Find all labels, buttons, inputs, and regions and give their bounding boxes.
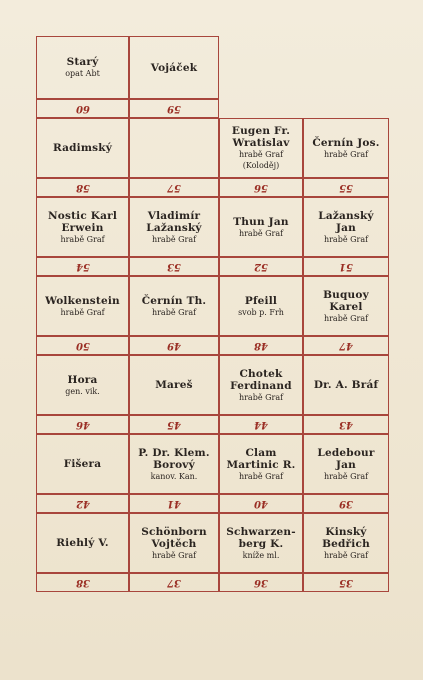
seat-number-text: 41: [167, 498, 181, 509]
seat-name: Nostic Karl: [47, 209, 118, 222]
seat-cell: [303, 355, 389, 415]
seat-title: hrabě Graf: [60, 234, 105, 244]
seat-cell: [219, 355, 303, 415]
seat-title: hrabě Graf: [60, 307, 105, 317]
seat-number: [303, 336, 389, 355]
seat-name: Starý: [66, 56, 99, 68]
seat-number: [36, 99, 129, 118]
seat-number: [36, 257, 129, 276]
seat-cell: [36, 197, 129, 257]
seat-title: svob p. Frh: [238, 307, 284, 317]
seat-name: Černín Jos.: [312, 136, 380, 149]
seat-number: [303, 415, 389, 434]
seat-number: [303, 573, 389, 592]
seat-number-text: 49: [167, 340, 181, 351]
seat-cell: [129, 276, 219, 336]
seat-number: [36, 415, 129, 434]
seat-number: [129, 178, 219, 197]
seat-title: hrabě Graf: [323, 550, 369, 560]
seat-cell: [129, 197, 219, 257]
seat-number-text: 51: [339, 261, 353, 272]
seat-title: hrabě Graf: [323, 471, 369, 481]
seat-cell: [129, 513, 219, 573]
seating-chart: [36, 36, 391, 640]
seat-number: [303, 178, 389, 197]
seat-number-text: 40: [254, 498, 268, 509]
seat-number: [129, 257, 219, 276]
seat-name: Schönborn: [141, 525, 207, 538]
seat-cell: [303, 276, 389, 336]
seat-number: [219, 494, 303, 513]
seat-title: hrabě Graf: [238, 392, 284, 402]
seat-cell: [303, 197, 389, 257]
seat-name: Kinský: [325, 525, 367, 538]
seat-name: Wratislav: [232, 137, 290, 149]
seat-title: opat Abt: [65, 69, 100, 78]
seat-cell: [36, 276, 129, 336]
seat-title: kanov. Kan.: [150, 471, 198, 481]
seat-name: Vojáček: [150, 61, 198, 74]
seat-name: Borový: [153, 458, 195, 471]
seat-cell: [219, 513, 303, 573]
seat-number: [303, 494, 389, 513]
seat-title: (Koloděj): [242, 161, 280, 170]
seat-number: [36, 178, 129, 197]
seat-name: Mareš: [155, 379, 193, 391]
seat-number-text: 38: [75, 577, 90, 588]
seat-number-text: 56: [254, 182, 268, 193]
seat-number-text: 43: [339, 419, 353, 430]
seat-number-text: 55: [339, 182, 353, 193]
seat-cell: [36, 434, 129, 494]
seat-number-text: 37: [167, 577, 181, 588]
seat-title: hrabě Graf: [238, 228, 284, 238]
seat-number-text: 57: [167, 182, 181, 193]
seat-title: kníže ml.: [242, 550, 280, 560]
seat-number: [219, 573, 303, 592]
seat-number-text: 35: [339, 577, 353, 588]
seat-number-text: 36: [254, 577, 268, 588]
seat-cell: [36, 355, 129, 415]
seat-name: Lažanský: [146, 221, 202, 234]
seat-name: Jan: [335, 458, 356, 471]
seat-cell: [303, 434, 389, 494]
seat-name: Černín Th.: [141, 294, 207, 307]
seat-cell: [303, 118, 389, 178]
seat-name: Lažanský: [318, 209, 374, 222]
seat-name: P. Dr. Klem.: [138, 446, 210, 459]
seat-title: hrabě Graf: [151, 234, 197, 244]
seat-name: Chotek: [239, 367, 283, 380]
seat-title: gen. vik.: [65, 386, 100, 396]
seat-number-text: 58: [75, 182, 90, 193]
seat-name: Martinic R.: [226, 458, 296, 471]
seat-number-text: 50: [75, 340, 90, 351]
seat-number: [36, 494, 129, 513]
seat-number: [129, 573, 219, 592]
seat-name: berg K.: [238, 537, 284, 550]
seat-number-text: 53: [167, 261, 181, 272]
seat-name: Eugen Fr.: [231, 125, 291, 137]
seat-number: [36, 573, 129, 592]
seat-number-text: 52: [254, 261, 268, 272]
seat-name: Wolkenstein: [45, 294, 120, 307]
seat-name: Hora: [67, 373, 98, 386]
seat-name: Riehlý V.: [56, 537, 109, 549]
seat-name: Ledebour: [317, 446, 375, 459]
seat-number-text: 39: [339, 498, 353, 509]
seat-cell: [36, 513, 129, 573]
seat-title: hrabě Graf: [151, 550, 197, 560]
seat-name: Thun Jan: [233, 215, 289, 228]
seat-number: [129, 99, 219, 118]
seat-name: Fišera: [63, 458, 102, 470]
seat-title: hrabě Graf: [151, 307, 197, 317]
seat-cell: [129, 434, 219, 494]
seat-cell: [129, 36, 219, 99]
seat-name: Buquoy: [323, 288, 369, 301]
seat-cell: [36, 36, 129, 99]
seat-name: Vladimír: [147, 209, 201, 222]
seat-title: hrabě Graf: [238, 471, 284, 481]
seat-number: [129, 494, 219, 513]
seat-cell: [36, 118, 129, 178]
seat-title: hrabě Graf: [323, 234, 369, 244]
seat-name: Bedřich: [322, 537, 370, 550]
seat-number: [219, 257, 303, 276]
seat-cell: [219, 197, 303, 257]
seat-cell: [129, 118, 219, 178]
seat-name: Jan: [335, 221, 356, 234]
seat-number-text: 42: [75, 498, 90, 509]
seat-number: [36, 336, 129, 355]
seat-cell: [219, 276, 303, 336]
seat-name: Vojtěch: [151, 537, 197, 550]
seat-name: Clam: [245, 446, 277, 459]
seat-number: [129, 336, 219, 355]
seat-name: Erwein: [61, 221, 104, 234]
seat-cell: [219, 118, 303, 178]
seat-title: hrabě Graf: [323, 313, 369, 323]
seat-title: hrabě Graf: [238, 150, 284, 159]
seat-number-text: 44: [254, 419, 268, 430]
seat-number-text: 54: [75, 261, 90, 272]
seat-number-text: 45: [167, 419, 181, 430]
seat-number-text: 47: [339, 340, 353, 351]
seat-number: [303, 257, 389, 276]
seat-name: Ferdinand: [230, 379, 292, 392]
seat-number: [219, 336, 303, 355]
seat-number: [219, 415, 303, 434]
seat-number-text: 59: [167, 103, 181, 114]
seat-name: Radimský: [52, 142, 113, 154]
seat-cell: [303, 513, 389, 573]
seat-cell: [219, 434, 303, 494]
seat-cell: [129, 355, 219, 415]
seat-name: Schwarzen-: [226, 525, 296, 538]
seat-number: [129, 415, 219, 434]
seat-title: hrabě Graf: [323, 149, 369, 159]
seat-number-text: 48: [254, 340, 268, 351]
seat-name: Pfeill: [244, 294, 278, 307]
seat-name: Dr. A. Bráf: [313, 379, 379, 391]
seat-number-text: 60: [75, 103, 90, 114]
seat-number: [219, 178, 303, 197]
seat-name: Karel: [329, 300, 363, 313]
seat-number-text: 46: [75, 419, 90, 430]
